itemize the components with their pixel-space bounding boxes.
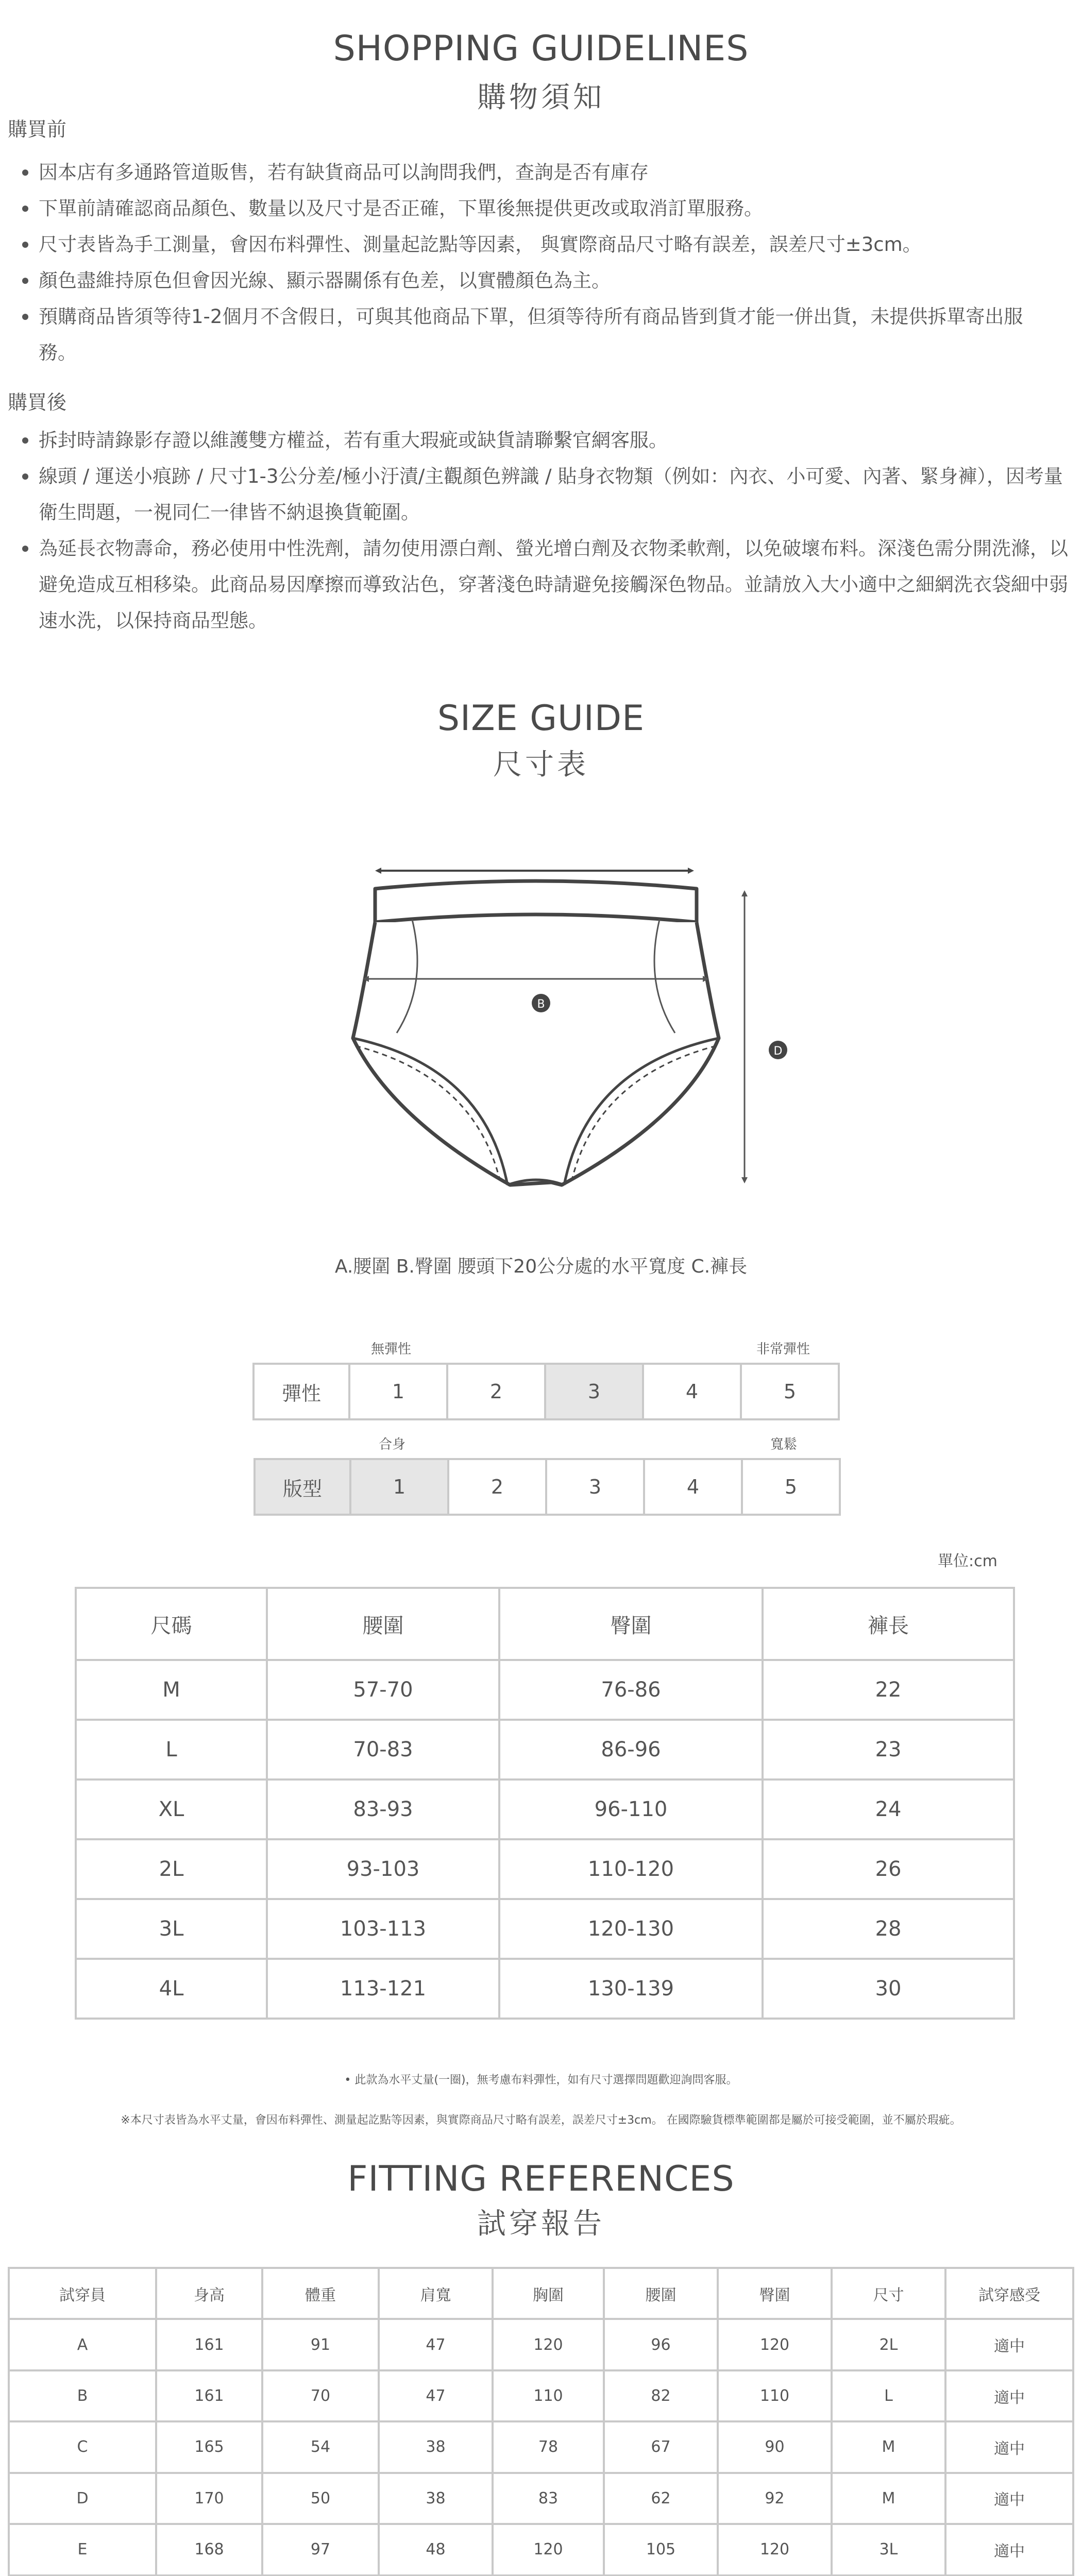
fitting-header-cell: 試穿感受 xyxy=(945,2268,1073,2319)
before-purchase-label: 購買前 xyxy=(8,118,67,141)
fit-high-label: 寬鬆 xyxy=(770,1437,798,1452)
after-purchase-list xyxy=(8,422,1074,639)
length-cell: 24 xyxy=(763,1780,1014,1839)
unit-label: 單位:cm xyxy=(938,1552,998,1570)
size-guide-title-en: SIZE GUIDE xyxy=(437,698,645,739)
elasticity-scale xyxy=(252,1363,840,1420)
height-cell: 168 xyxy=(156,2524,262,2575)
shoulder-cell: 38 xyxy=(379,2421,493,2472)
elasticity-row-label: 彈性 xyxy=(253,1364,349,1419)
hip-cell: 120 xyxy=(718,2524,832,2575)
table-row xyxy=(76,1720,1014,1780)
weight-cell: 50 xyxy=(262,2473,379,2524)
fitting-header-cell: 試穿員 xyxy=(9,2268,156,2319)
before-purchase-list xyxy=(8,155,1074,371)
table-row xyxy=(9,2370,1073,2421)
fitter-cell: A xyxy=(9,2319,156,2370)
height-cell: 165 xyxy=(156,2421,262,2472)
table-row xyxy=(76,1959,1014,2019)
fitting-header-cell: 尺寸 xyxy=(832,2268,945,2319)
shopping-title-en: SHOPPING GUIDELINES xyxy=(333,28,749,69)
fitting-header-cell: 臀圍 xyxy=(718,2268,832,2319)
fitting-table xyxy=(8,2267,1074,2576)
hip-cell: 90 xyxy=(718,2421,832,2472)
shoulder-cell: 47 xyxy=(379,2370,493,2421)
fit-cell: 1 xyxy=(350,1459,448,1515)
fit-cell: 4 xyxy=(644,1459,742,1515)
size-cell: 4L xyxy=(76,1959,267,2019)
size-cell: M xyxy=(832,2473,945,2524)
size-cell: XL xyxy=(76,1780,267,1839)
fitter-cell: C xyxy=(9,2421,156,2472)
chest-cell: 120 xyxy=(493,2319,604,2370)
chest-cell: 110 xyxy=(493,2370,604,2421)
size-cell: 2L xyxy=(76,1839,267,1899)
waistband xyxy=(375,881,697,922)
waist-cell: 82 xyxy=(604,2370,718,2421)
before-item: 預購商品皆須等待1-2個月不含假日，可與其他商品下單，但須等待所有商品皆到貨才能一併出貨，未提供拆單寄出服務。 xyxy=(8,299,1074,371)
waist-cell: 83-93 xyxy=(267,1780,499,1839)
size-table xyxy=(75,1587,1015,2020)
waist-cell: 70-83 xyxy=(267,1720,499,1780)
waist-cell: 67 xyxy=(604,2421,718,2472)
size-cell: 2L xyxy=(832,2319,945,2370)
feeling-cell: 適中 xyxy=(945,2370,1073,2421)
before-item: 尺寸表皆為手工測量，會因布料彈性、測量起訖點等因素， 與實際商品尺寸略有誤差，誤差尺寸±3cm。 xyxy=(8,227,1074,263)
waist-cell: 62 xyxy=(604,2473,718,2524)
size-header-cell: 褲長 xyxy=(763,1588,1014,1660)
shoulder-cell: 47 xyxy=(379,2319,493,2370)
elasticity-cell: 2 xyxy=(447,1364,545,1419)
before-item: 顏色盡維持原色但會因光線、顯示器關係有色差，以實體顏色為主。 xyxy=(8,263,1074,299)
table-row xyxy=(9,2524,1073,2575)
waist-cell: 93-103 xyxy=(267,1839,499,1899)
fitter-cell: E xyxy=(9,2524,156,2575)
table-row xyxy=(76,1660,1014,1720)
elasticity-high-label: 非常彈性 xyxy=(756,1342,810,1357)
length-cell: 22 xyxy=(763,1660,1014,1720)
table-row xyxy=(9,2473,1073,2524)
hip-cell: 130-139 xyxy=(499,1959,763,2019)
fitting-table-header xyxy=(9,2268,1073,2319)
length-cell: 23 xyxy=(763,1720,1014,1780)
waist-measure-line xyxy=(375,868,694,874)
hip-cell: 96-110 xyxy=(499,1780,763,1839)
size-cell: L xyxy=(76,1720,267,1780)
table-row xyxy=(76,1780,1014,1839)
chest-cell: 78 xyxy=(493,2421,604,2472)
table-row xyxy=(76,1899,1014,1959)
fit-row-label: 版型 xyxy=(255,1459,350,1515)
hip-cell: 110-120 xyxy=(499,1839,763,1899)
fitter-cell: D xyxy=(9,2473,156,2524)
feeling-cell: 適中 xyxy=(945,2319,1073,2370)
fitting-header-cell: 身高 xyxy=(156,2268,262,2319)
shoulder-cell: 48 xyxy=(379,2524,493,2575)
elasticity-low-label: 無彈性 xyxy=(371,1342,412,1357)
fit-cell: 3 xyxy=(546,1459,644,1515)
shoulder-cell: 38 xyxy=(379,2473,493,2524)
table-row xyxy=(76,1839,1014,1899)
fitting-header-cell: 體重 xyxy=(262,2268,379,2319)
fitting-header-cell: 腰圍 xyxy=(604,2268,718,2319)
table-row xyxy=(9,2319,1073,2370)
size-cell: M xyxy=(76,1660,267,1720)
size-note-1: • 此款為水平丈量(一圈)，無考慮布料彈性，如有尺寸選擇問題歡迎詢問客服。 xyxy=(344,2074,738,2087)
fitting-header-cell: 胸圍 xyxy=(493,2268,604,2319)
marker-b-label: B xyxy=(537,998,545,1011)
after-item: 拆封時請錄影存證以維護雙方權益，若有重大瑕疵或缺貨請聯繫官網客服。 xyxy=(8,422,1074,459)
fit-low-label: 合身 xyxy=(379,1437,406,1452)
fit-cell: 5 xyxy=(742,1459,840,1515)
weight-cell: 54 xyxy=(262,2421,379,2472)
marker-d-label: D xyxy=(773,1045,783,1058)
size-header-cell: 臀圍 xyxy=(499,1588,763,1660)
length-measure-line xyxy=(741,890,748,1183)
before-item: 下單前請確認商品顏色、數量以及尺寸是否正確，下單後無提供更改或取消訂單服務。 xyxy=(8,191,1074,227)
size-cell: 3L xyxy=(76,1899,267,1959)
feeling-cell: 適中 xyxy=(945,2473,1073,2524)
elasticity-cell: 3 xyxy=(545,1364,643,1419)
size-header-cell: 腰圍 xyxy=(267,1588,499,1660)
size-guide-title-zh: 尺寸表 xyxy=(493,748,589,782)
elasticity-cell: 5 xyxy=(741,1364,839,1419)
chest-cell: 83 xyxy=(493,2473,604,2524)
waist-cell: 96 xyxy=(604,2319,718,2370)
size-header-cell: 尺碼 xyxy=(76,1588,267,1660)
fitting-header-cell: 肩寬 xyxy=(379,2268,493,2319)
waist-cell: 105 xyxy=(604,2524,718,2575)
after-item: 為延長衣物壽命，務必使用中性洗劑，請勿使用漂白劑、螢光增白劑及衣物柔軟劑，以免破壞布料。深淺色需分開洗滌，以避免造成互相移染。此商品易因摩擦而導致沾色，穿著淺色時請避免接觸深色物品。並請放入大小適中之細網洗衣袋細中弱速水洗，以保持商品型態。 xyxy=(8,531,1074,639)
hip-cell: 120 xyxy=(718,2319,832,2370)
hip-cell: 86-96 xyxy=(499,1720,763,1780)
briefs-diagram xyxy=(330,850,793,1195)
length-cell: 26 xyxy=(763,1839,1014,1899)
height-cell: 170 xyxy=(156,2473,262,2524)
waist-cell: 103-113 xyxy=(267,1899,499,1959)
size-table-header xyxy=(76,1588,1014,1660)
hip-cell: 76-86 xyxy=(499,1660,763,1720)
after-item: 線頭 / 運送小痕跡 / 尺寸1-3公分差/極小汙漬/主觀顏色辨識 / 貼身衣物類（例如：內衣、小可愛、內著、緊身褲），因考量衛生問題，一視同仁一律皆不納退換貨範圍。 xyxy=(8,459,1074,531)
hip-cell: 92 xyxy=(718,2473,832,2524)
height-cell: 161 xyxy=(156,2370,262,2421)
before-item: 因本店有多通路管道販售，若有缺貨商品可以詢問我們，查詢是否有庫存 xyxy=(8,155,1074,191)
weight-cell: 91 xyxy=(262,2319,379,2370)
waist-cell: 57-70 xyxy=(267,1660,499,1720)
hip-cell: 110 xyxy=(718,2370,832,2421)
chest-cell: 120 xyxy=(493,2524,604,2575)
fitting-title-en: FITTING REFERENCES xyxy=(347,2159,735,2199)
size-cell: 3L xyxy=(832,2524,945,2575)
elasticity-cell: 1 xyxy=(349,1364,447,1419)
fitter-cell: B xyxy=(9,2370,156,2421)
elasticity-cell: 4 xyxy=(643,1364,741,1419)
briefs-body xyxy=(353,922,719,1185)
length-cell: 28 xyxy=(763,1899,1014,1959)
weight-cell: 70 xyxy=(262,2370,379,2421)
table-row xyxy=(9,2421,1073,2472)
feeling-cell: 適中 xyxy=(945,2524,1073,2575)
feeling-cell: 適中 xyxy=(945,2421,1073,2472)
fit-cell: 2 xyxy=(448,1459,546,1515)
size-cell: L xyxy=(832,2370,945,2421)
height-cell: 161 xyxy=(156,2319,262,2370)
length-cell: 30 xyxy=(763,1959,1014,2019)
fitting-title-zh: 試穿報告 xyxy=(477,2207,605,2241)
size-note-2: ※本尺寸表皆為水平丈量，會因布料彈性、測量起訖點等因素，與實際商品尺寸略有誤差，誤差尺寸±3cm。 在國際驗貨標準範圍都是屬於可接受範圍，並不屬於瑕疵。 xyxy=(121,2114,961,2127)
fit-scale xyxy=(253,1458,841,1516)
size-caption: A.腰圍 B.臀圍 腰頭下20公分處的水平寬度 C.褲長 xyxy=(334,1256,748,1277)
shopping-title-zh: 購物須知 xyxy=(477,81,605,114)
weight-cell: 97 xyxy=(262,2524,379,2575)
waist-cell: 113-121 xyxy=(267,1959,499,2019)
hip-cell: 120-130 xyxy=(499,1899,763,1959)
size-cell: M xyxy=(832,2421,945,2472)
after-purchase-label: 購買後 xyxy=(8,391,67,414)
